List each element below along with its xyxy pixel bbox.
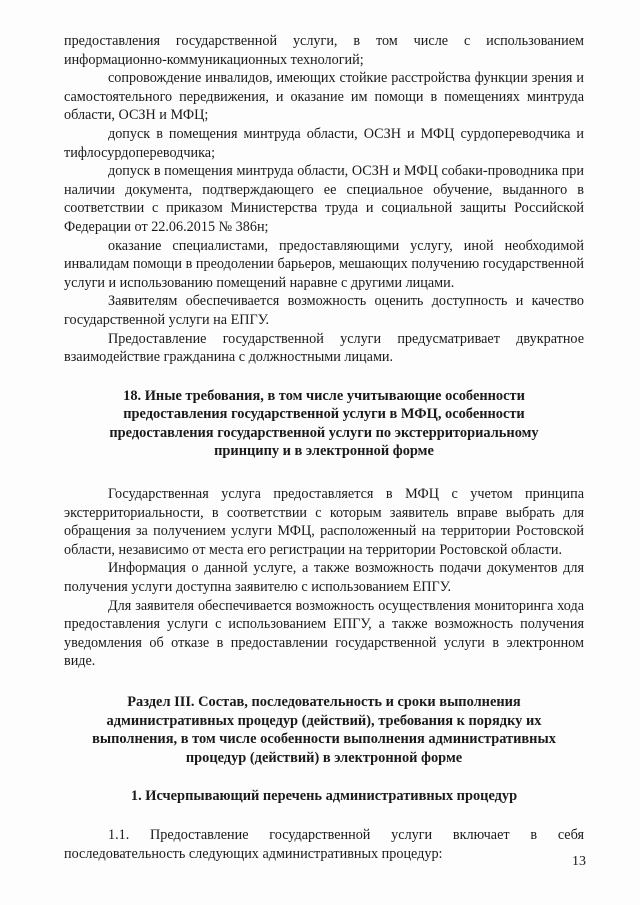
page-number: 13 [572, 854, 586, 869]
paragraph: Предоставление государственной услуги предусматривает двукратное взаимодействие гражданина с должностными лицами. [64, 330, 584, 366]
paragraph: предоставления государственной услуги, в том числе с использованием информационно-коммуникационных технологий; [64, 33, 584, 68]
paragraph: Для заявителя обеспечивается возможность осуществления мониторинга хода предоставления услуги с использованием ЕПГУ, а также возможность получения уведомления об отказе в предоставлении государственной услуги в электронном виде. [64, 597, 584, 670]
paragraph: Заявителям обеспечивается возможность оценить доступность и качество государственной услуги на ЕПГУ. [64, 293, 584, 328]
page-body [64, 32, 584, 863]
paragraph: 1.1. Предоставление государственной услуги включает в себя последовательность следующих административных процедур: [64, 826, 584, 862]
paragraph: допуск в помещения минтруда области, ОСЗН и МФЦ собаки-проводника при наличии документа, подтверждающего ее специальное обучение, выданного в соответствии с приказом Министерства труда и социальной защиты Российской Федерации от 22.06.2015 № 386н; [64, 163, 584, 235]
subsection-1-heading: 1. Исчерпывающий перечень административных процедур [130, 788, 518, 805]
paragraph: Государственная услуга предоставляется в МФЦ с учетом принципа экстерриториальности, в соответствии с которым заявитель вправе выбрать для обращения за получением услуги МФЦ, расположенный на территории Ростовской области, независимо от места его регистрации на территории Ростовской области. [64, 486, 584, 558]
section-3-heading: Раздел III. Состав, последовательность и сроки выполнения административных процедур (действий), требования к порядку их выполнения, в том числе особенности выполнения административных процедур (действий) в электронной форме [92, 694, 556, 766]
paragraph: Информация о данной услуге, а также возможность подачи документов для получения услуги доступна заявителю с использованием ЕПГУ. [64, 560, 584, 596]
section-18-heading: 18. Иные требования, в том числе учитывающие особенности предоставления государственной услуги в МФЦ, особенности предоставления государственной услуги по экстерриториальному принципу и в электронной форме [109, 387, 539, 460]
paragraph: допуск в помещения минтруда области, ОСЗН и МФЦ сурдопереводчика и тифлосурдопереводчика; [64, 125, 584, 161]
paragraph: сопровождение инвалидов, имеющих стойкие расстройства функции зрения и самостоятельного передвижения, и оказание им помощи в помещениях минтруда области, ОСЗН и МФЦ; [64, 70, 584, 124]
paragraph: оказание специалистами, предоставляющими услугу, иной необходимой инвалидам помощи в преодолении барьеров, мешающих получению государственной услуги и использованию помещений наравне с другими лицами. [64, 237, 584, 291]
